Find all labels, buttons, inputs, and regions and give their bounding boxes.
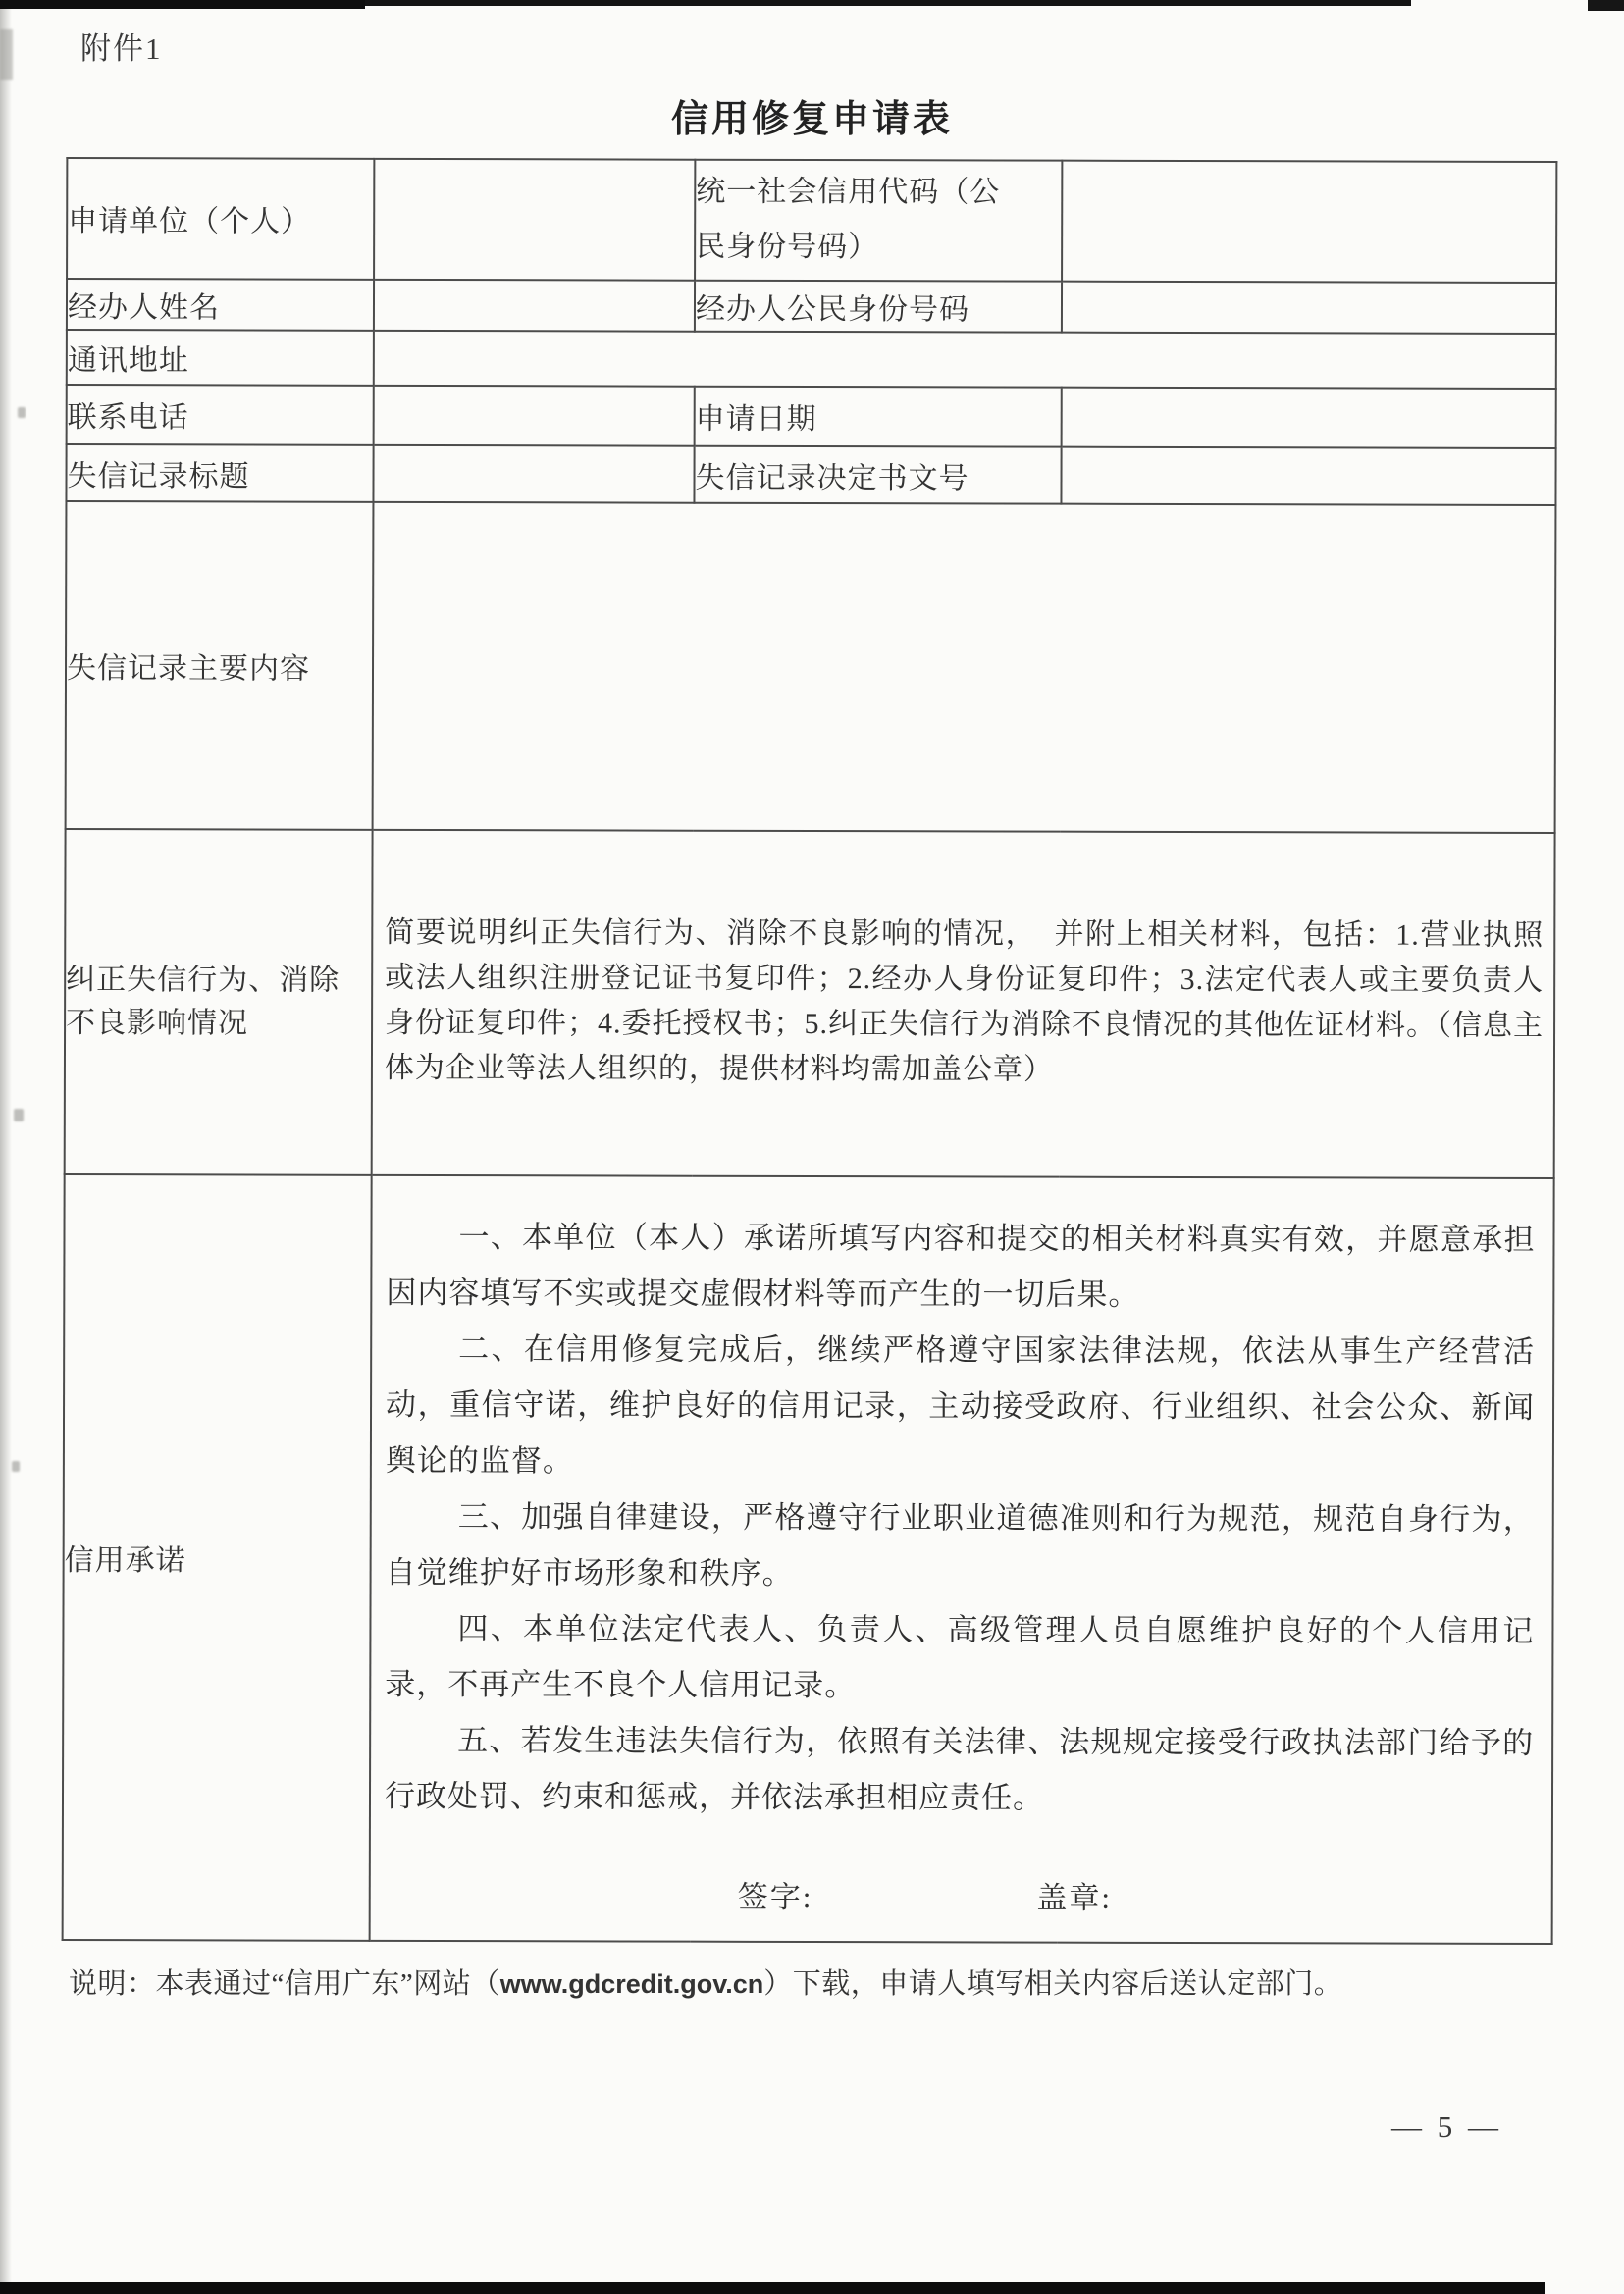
correction-instructions-cell	[372, 830, 1555, 1178]
correction-instructions-text: 简要说明纠正失信行为、消除不良影响的情况， 并附上相关材料，包括：1.营业执照或法人组织注册登记证书复印件；2.经办人身份证复印件；3.法定代表人或主要负责人身份证复印件；4.委托授权书；5.纠正失信行为消除不良情况的其他佐证材料。（信息主体为企业等法人组织的，提供材料均需加盖公章）	[384, 915, 1545, 1086]
scan-artifact-top-bar-thick	[0, 0, 365, 9]
address-value-cell	[374, 331, 1556, 389]
commitment-text-block	[371, 1201, 1553, 1918]
commitment-paragraph: 四、本单位法定代表人、负责人、高级管理人员自愿维护良好的个人信用记录，不再产生不良个人信用记录。	[385, 1610, 1535, 1702]
agent-id-value-cell	[1062, 281, 1556, 334]
signature-row	[738, 1872, 1534, 1918]
table-row	[67, 385, 1556, 447]
table-row	[66, 501, 1556, 833]
footer-note-suffix: ）下载，申请人填写相关内容后送认定部门。	[763, 1968, 1343, 2000]
sign-label: 签字:	[737, 1879, 813, 1914]
seal-label: 盖章:	[1036, 1880, 1113, 1915]
apply-date-value-cell	[1062, 388, 1556, 448]
record-content-label-cell: 失信记录主要内容	[66, 501, 374, 830]
application-table	[62, 157, 1558, 1945]
record-doc-value-cell	[1061, 446, 1555, 505]
record-title-value-cell	[373, 444, 694, 502]
footer-note-url: www.gdcredit.gov.cn	[499, 1969, 764, 1999]
agent-name-label-cell: 经办人姓名	[67, 279, 374, 331]
record-title-label-cell: 失信记录标题	[66, 444, 373, 502]
phone-label-cell: 联系电话	[67, 385, 374, 444]
form-title: 信用修复申请表	[670, 99, 953, 140]
commitment-paragraph: 五、若发生违法失信行为，依照有关法律、法规规定接受行政执法部门给予的行政处罚、约束和惩戒，并依法承担相应责任。	[384, 1722, 1535, 1815]
commitment-paragraph: 三、加强自律建设，严格遵守行业职业道德准则和行为规范，规范自身行为，自觉维护好市场形象和秩序。	[385, 1498, 1535, 1590]
page-number: — 5 —	[1391, 2110, 1502, 2144]
scan-speck	[12, 1461, 20, 1472]
phone-value-cell	[374, 386, 695, 445]
record-doc-label-cell: 失信记录决定书文号	[694, 445, 1061, 503]
footer-note-prefix: 说明：本表通过“信用广东”网站（	[69, 1968, 500, 2000]
record-content-value-cell	[373, 502, 1556, 833]
scan-edge-left	[0, 0, 12, 2294]
table-row	[67, 279, 1556, 334]
commitment-label-cell: 信用承诺	[63, 1174, 372, 1941]
address-label-cell: 通讯地址	[67, 330, 374, 386]
agent-name-value-cell	[374, 280, 695, 332]
attachment-label: 附件1	[80, 31, 163, 66]
scan-speck	[18, 407, 26, 418]
scan-artifact-bottom-bar	[0, 2282, 1545, 2294]
correction-label-cell: 纠正失信行为、消除 不良影响情况	[65, 829, 373, 1175]
table-row	[67, 330, 1556, 389]
apply-date-label-cell: 申请日期	[695, 387, 1062, 446]
credit-code-value-cell	[1062, 161, 1556, 283]
commitment-content-cell	[370, 1174, 1554, 1943]
scan-speck	[14, 1109, 24, 1121]
commitment-paragraph: 二、在信用修复完成后，继续严格遵守国家法律法规，依法从事生产经营活动，重信守诺，维护良好的信用记录，主动接受政府、行业组织、社会公众、新闻舆论的监督。	[385, 1330, 1536, 1479]
table-row	[65, 829, 1555, 1178]
table-row	[66, 444, 1555, 505]
table-row	[63, 1174, 1554, 1944]
scan-smudge	[0, 29, 13, 80]
footer-note	[69, 1961, 1541, 2002]
applicant-value-cell	[374, 159, 695, 281]
scan-artifact-top-right	[1588, 0, 1624, 11]
applicant-label-cell: 申请单位（个人）	[67, 158, 374, 279]
credit-code-label-cell: 统一社会信用代码（公 民身份号码）	[695, 160, 1062, 282]
commitment-paragraph: 一、本单位（本人）承诺所填写内容和提交的相关材料真实有效，并愿意承担因内容填写不实或提交虚假材料等而产生的一切后果。	[386, 1219, 1536, 1312]
agent-id-label-cell: 经办人公民身份号码	[695, 280, 1062, 332]
table-row	[67, 158, 1556, 283]
